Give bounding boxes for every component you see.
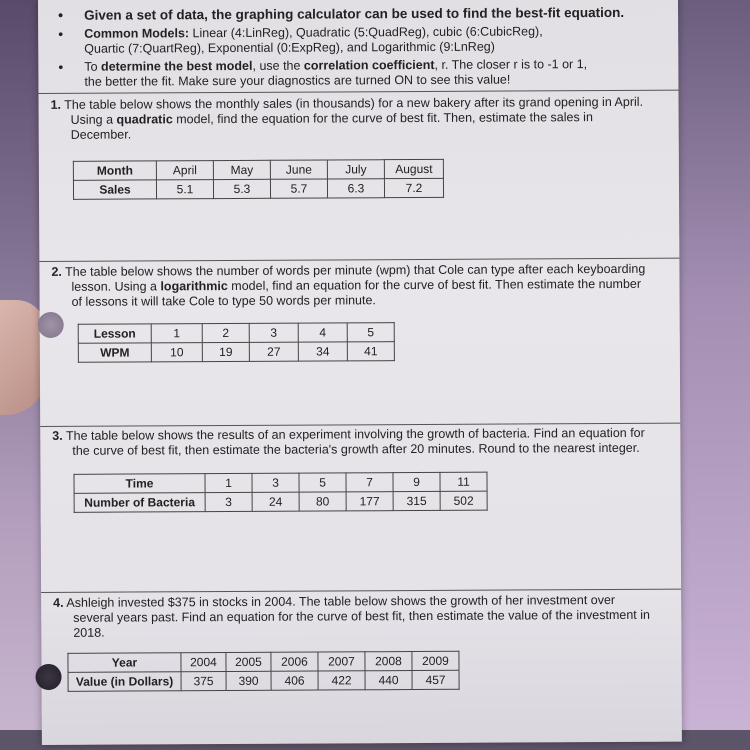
bold-text: determine the best model [101,58,253,74]
intro-section [38,0,678,94]
table-cell: 2007 [318,652,365,671]
table-cell: 440 [365,671,412,690]
table-cell: 5 [299,473,346,492]
table-cell: 502 [440,491,487,510]
table-cell: August [384,159,443,178]
bacteria-table [73,472,487,513]
line-text: , use the [252,58,304,73]
line-text: Quartic (7:QuartReg), Exponential (0:ExpReg), and Logarithmic (9:LnReg) [84,39,495,56]
table-cell: 41 [347,342,394,361]
line-text: Linear (4:LinReg), Quadratic (5:QuadReg), cubic (6:CubicReg), [188,24,543,41]
table-cell: 2004 [181,653,226,672]
table-row [68,651,459,672]
line-text: December. [70,127,132,142]
line-text: To [84,59,102,74]
table-cell: 457 [412,670,459,689]
bullet-dot: • [58,6,64,23]
sales-table [73,159,444,200]
table-cell: 24 [252,492,299,511]
line-text: 2018. [73,625,105,640]
table-row [68,670,459,691]
table-row-label: Number of Bacteria [74,493,205,513]
bullet-dot: • [58,58,64,75]
table-cell: 2005 [226,652,271,671]
question-2-section [39,258,680,427]
line-text: the curve of best fit, then estimate the bacteria's growth after 20 minutes. Round to the nearest integer. [72,440,640,458]
table-cell: 11 [440,472,487,491]
table-cell: 5.3 [213,179,270,198]
table-cell: 4 [298,323,347,342]
bullet-dot: • [58,25,64,42]
binder-hole [38,312,64,338]
line-text: The table below shows the number of words per minute (wpm) that Cole can type after each keyboarding [61,261,646,279]
bold-text: logarithmic [160,279,228,294]
table-cell: 375 [181,672,226,691]
table-row [73,178,443,199]
line-text: several years past. Find an equation for the curve of best fit, then estimate the value of the investment in [73,607,650,625]
table-cell: April [156,161,213,180]
table-row-label: Month [73,161,156,180]
table-row-label: Sales [73,180,156,199]
table-cell: 390 [226,671,271,690]
question-3-section [40,423,681,593]
table-cell: July [327,160,384,179]
binder-hole [35,664,61,690]
table-cell: 5.1 [156,180,213,199]
bullet-best-model [58,57,648,90]
table-cell: 422 [318,671,365,690]
bullet-best-fit [58,5,648,23]
line-text: The table below shows the monthly sales (in thousands) for a new bakery after its grand opening in April. [60,94,644,112]
line-text: Ashleigh invested $375 in stocks in 2004. The table below shows the growth of her investment over [63,592,616,610]
bullet-text [84,24,648,57]
question-2-text [51,262,663,310]
table-cell: 9 [393,472,440,491]
bold-text: Common Models: [84,26,190,41]
table-cell: 2008 [365,652,412,671]
table-cell: 27 [249,342,298,361]
line-text: , r. The closer r is to -1 or 1, [434,57,588,72]
table-cell: 2 [202,323,249,342]
table-row-label: Lesson [78,324,151,343]
line-text: of lessons it will take Cole to type 50 words per minute. [71,293,376,309]
table-cell: June [270,160,327,179]
line-text: model, find an equation for the curve of best fit. Then estimate the number [227,276,642,294]
question-4-text [53,593,665,641]
table-cell: 2006 [271,652,318,671]
table-row [73,159,443,180]
question-1-text [51,95,663,143]
table-cell: 315 [393,491,440,510]
table-row-label: Time [74,474,205,494]
wpm-table [78,322,395,363]
worksheet-page [38,0,682,745]
table-cell: 10 [151,343,202,362]
line-text: Using a [70,112,117,127]
question-1-section [38,90,679,262]
table-row [78,323,394,344]
table-row [78,342,394,363]
table-row-label: Value (in Dollars) [68,672,181,692]
bullet-common-models [58,24,648,57]
table-cell: 3 [252,473,299,492]
question-4-section [41,589,682,745]
line-text: model, find the equation for the curve of best fit. Then, estimate the sales in [172,110,593,127]
table-cell: 5 [347,323,394,342]
line-text: the better the fit. Make sure your diagnostics are turned ON to see this value! [84,72,511,89]
table-cell: 177 [346,492,393,511]
table-row-label: Year [68,653,181,673]
table-row-label: WPM [78,343,151,362]
bullet-text [84,57,648,90]
table-cell: 19 [202,342,249,361]
table-cell: 1 [205,473,252,492]
table-cell: 7 [346,473,393,492]
question-number: 4. [53,595,64,610]
table-cell: 80 [299,492,346,511]
table-cell: 2009 [412,651,459,670]
table-cell: May [213,160,270,179]
question-number: 3. [52,428,63,443]
table-cell: 5.7 [270,179,327,198]
bold-text: quadratic [116,112,173,127]
line-text: lesson. Using a [71,279,161,294]
table-cell: 6.3 [327,179,384,198]
table-row [74,472,487,493]
bold-text: correlation coefficient [303,57,435,73]
table-cell: 406 [271,671,318,690]
table-cell: 3 [205,492,252,511]
question-number: 2. [51,264,62,279]
question-number: 1. [50,97,62,112]
table-cell: 34 [298,342,347,361]
line-text: The table below shows the results of an experiment involving the growth of bacteria. Find an equation for [62,425,645,443]
investment-table [67,651,459,692]
table-cell: 3 [249,323,298,342]
bullet-text: Given a set of data, the graphing calculator can be used to find the best-fit equation. [84,4,625,23]
table-row [74,491,487,512]
table-cell: 1 [151,324,202,343]
table-cell: 7.2 [384,178,443,197]
background-right [670,0,750,750]
question-3-text [52,426,664,459]
